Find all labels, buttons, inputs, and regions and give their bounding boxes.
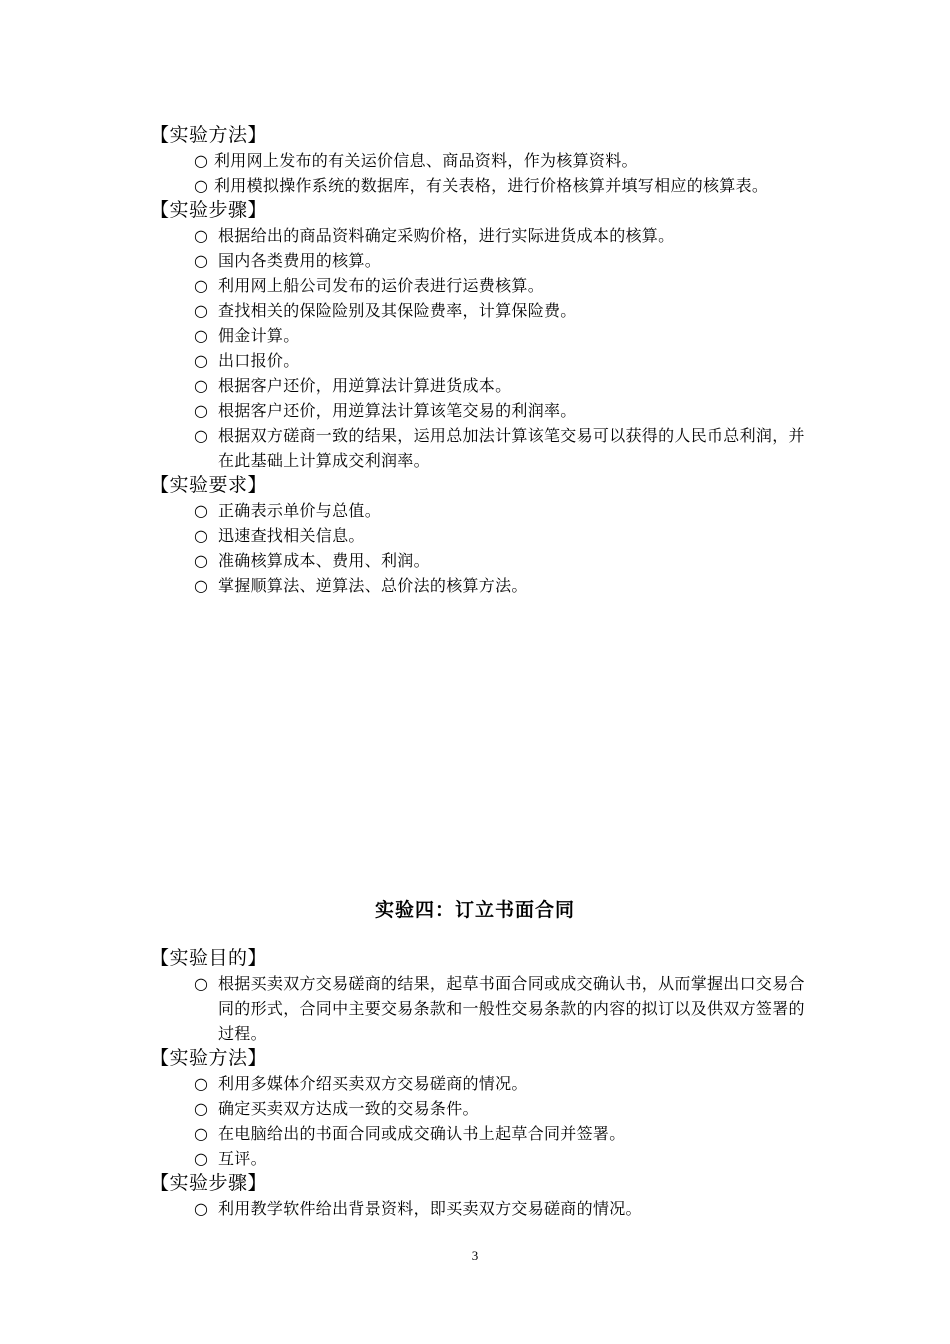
list-item: ○ 出口报价。	[194, 348, 820, 373]
circle-bullet-icon: ○	[194, 301, 209, 320]
circle-bullet-icon: ○	[194, 151, 209, 170]
list-item: ○ 在电脑给出的书面合同或成交确认书上起草合同并签署。	[194, 1121, 820, 1146]
circle-bullet-icon: ○	[194, 1124, 209, 1143]
list-item: ○ 利用网上船公司发布的运价表进行运费核算。	[194, 273, 820, 298]
list-item: ○ 国内各类费用的核算。	[194, 248, 820, 273]
list-item: ○ 查找相关的保险险别及其保险费率，计算保险费。	[194, 298, 820, 323]
section-experiment-three-continued	[150, 123, 820, 598]
circle-bullet-icon: ○	[194, 376, 209, 395]
circle-bullet-icon: ○	[194, 326, 209, 345]
list-item: ○ 迅速查找相关信息。	[194, 523, 820, 548]
list-item: ○ 准确核算成本、费用、利润。	[194, 548, 820, 573]
list-item: ○ 根据买卖双方交易磋商的结果，起草书面合同或成交确认书，从而掌握出口交易合同的形式，合同中主要交易条款和一般性交易条款的内容的拟订以及供双方签署的过程。	[194, 971, 820, 1046]
methods-heading: 【实验方法】	[150, 124, 268, 146]
circle-bullet-icon: ○	[194, 401, 209, 420]
circle-bullet-icon: ○	[194, 1199, 209, 1218]
circle-bullet-icon: ○	[194, 501, 209, 520]
list-item: ○ 根据客户还价，用逆算法计算该笔交易的利润率。	[194, 398, 820, 423]
list-item: ○ 利用模拟操作系统的数据库，有关表格，进行价格核算并填写相应的核算表。	[194, 173, 820, 198]
list-item: ○ 根据双方磋商一致的结果，运用总加法计算该笔交易可以获得的人民币总利润，并在此基础上计算成交利润率。	[194, 423, 820, 473]
circle-bullet-icon: ○	[194, 551, 209, 570]
circle-bullet-icon: ○	[194, 1074, 209, 1093]
purpose-heading: 【实验目的】	[150, 947, 268, 969]
requirements-heading: 【实验要求】	[150, 474, 268, 496]
section-title: 实验四：订立书面合同	[374, 899, 575, 921]
list-item: ○ 利用教学软件给出背景资料，即买卖双方交易磋商的情况。	[194, 1196, 820, 1221]
circle-bullet-icon: ○	[194, 426, 209, 445]
circle-bullet-icon: ○	[194, 276, 209, 295]
circle-bullet-icon: ○	[194, 251, 209, 270]
steps-heading: 【实验步骤】	[150, 1172, 268, 1194]
circle-bullet-icon: ○	[194, 351, 209, 370]
circle-bullet-icon: ○	[194, 974, 209, 993]
list-item: ○ 利用网上发布的有关运价信息、商品资料，作为核算资料。	[194, 148, 820, 173]
list-item: ○ 互评。	[194, 1146, 820, 1171]
list-item: ○ 根据给出的商品资料确定采购价格，进行实际进货成本的核算。	[194, 223, 820, 248]
list-item: ○ 正确表示单价与总值。	[194, 498, 820, 523]
list-item: ○ 利用多媒体介绍买卖双方交易磋商的情况。	[194, 1071, 820, 1096]
circle-bullet-icon: ○	[194, 526, 209, 545]
steps-heading: 【实验步骤】	[150, 199, 268, 221]
circle-bullet-icon: ○	[194, 576, 209, 595]
circle-bullet-icon: ○	[194, 1099, 209, 1118]
list-item: ○ 佣金计算。	[194, 323, 820, 348]
circle-bullet-icon: ○	[194, 1149, 209, 1168]
section-experiment-four	[150, 946, 820, 1221]
methods-heading: 【实验方法】	[150, 1047, 268, 1069]
list-item: ○ 掌握顺算法、逆算法、总价法的核算方法。	[194, 573, 820, 598]
page-number: 3	[471, 1248, 479, 1263]
circle-bullet-icon: ○	[194, 176, 209, 195]
circle-bullet-icon: ○	[194, 226, 209, 245]
list-item: ○ 根据客户还价，用逆算法计算进货成本。	[194, 373, 820, 398]
list-item: ○ 确定买卖双方达成一致的交易条件。	[194, 1096, 820, 1121]
